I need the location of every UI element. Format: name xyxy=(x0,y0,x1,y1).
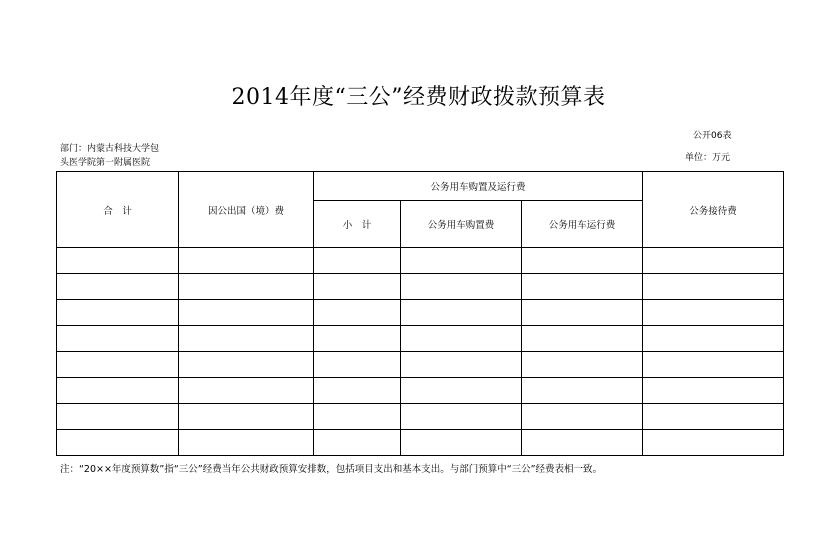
table-cell xyxy=(643,430,784,456)
table-cell xyxy=(314,378,401,404)
table-row xyxy=(57,352,784,378)
table-cell xyxy=(643,352,784,378)
table-cell xyxy=(57,352,179,378)
table-cell xyxy=(179,274,314,300)
table-cell xyxy=(57,300,179,326)
table-cell xyxy=(57,248,179,274)
department-line-2: 头医学院第一附属医院 xyxy=(60,158,151,168)
table-row xyxy=(57,430,784,456)
table-cell xyxy=(57,326,179,352)
table-cell xyxy=(401,352,522,378)
table-cell xyxy=(179,300,314,326)
table-cell xyxy=(643,248,784,274)
header-overseas: 因公出国（境）费 xyxy=(179,172,314,248)
form-number: 公开06表 xyxy=(693,131,732,141)
header-vehicle-purchase: 公务用车购置费 xyxy=(401,201,522,248)
table-cell xyxy=(401,300,522,326)
table-body xyxy=(57,248,784,456)
header-reception: 公务接待费 xyxy=(643,172,784,248)
budget-table xyxy=(56,171,784,456)
table-cell xyxy=(401,378,522,404)
table-cell xyxy=(643,326,784,352)
table-cell xyxy=(643,300,784,326)
table-row xyxy=(57,274,784,300)
table-cell xyxy=(57,378,179,404)
table-cell xyxy=(314,404,401,430)
table-row xyxy=(57,404,784,430)
header-vehicle-operation: 公务用车运行费 xyxy=(522,201,643,248)
table-cell xyxy=(179,248,314,274)
table-row xyxy=(57,326,784,352)
table-cell xyxy=(522,274,643,300)
table-cell xyxy=(179,326,314,352)
table-cell xyxy=(643,274,784,300)
department-line-1: 部门：内蒙古科技大学包 xyxy=(60,144,160,154)
table-cell xyxy=(522,404,643,430)
table-cell xyxy=(643,404,784,430)
table-cell xyxy=(57,274,179,300)
table-cell xyxy=(57,404,179,430)
table-cell xyxy=(522,300,643,326)
table-cell xyxy=(522,378,643,404)
table-cell xyxy=(522,352,643,378)
table-cell xyxy=(522,430,643,456)
table-cell xyxy=(179,378,314,404)
table-row xyxy=(57,248,784,274)
table-cell xyxy=(314,274,401,300)
table-cell xyxy=(401,404,522,430)
table-cell xyxy=(522,248,643,274)
table-cell xyxy=(179,404,314,430)
table-cell xyxy=(57,430,179,456)
table-cell xyxy=(179,352,314,378)
table-row xyxy=(57,378,784,404)
header-subtotal: 小 计 xyxy=(314,201,401,248)
table-cell xyxy=(643,378,784,404)
header-total: 合 计 xyxy=(57,172,179,248)
table-cell xyxy=(401,248,522,274)
footnote: 注：“20××年度预算数”指“三公”经费当年公共财政预算安排数，包括项目支出和基本支出。与部门预算中“三公”经费表相一致。 xyxy=(60,464,603,475)
table-cell xyxy=(314,430,401,456)
table-cell xyxy=(401,326,522,352)
table-cell xyxy=(522,326,643,352)
table-row xyxy=(57,300,784,326)
table-cell xyxy=(314,248,401,274)
header-vehicle-group: 公务用车购置及运行费 xyxy=(314,172,643,201)
page-title: 2014年度“三公”经费财政拨款预算表 xyxy=(231,85,606,110)
table-cell xyxy=(314,300,401,326)
table-cell xyxy=(314,326,401,352)
unit-label: 单位：万元 xyxy=(685,153,731,163)
table-cell xyxy=(401,430,522,456)
table-cell xyxy=(179,430,314,456)
table-cell xyxy=(314,352,401,378)
table-cell xyxy=(401,274,522,300)
